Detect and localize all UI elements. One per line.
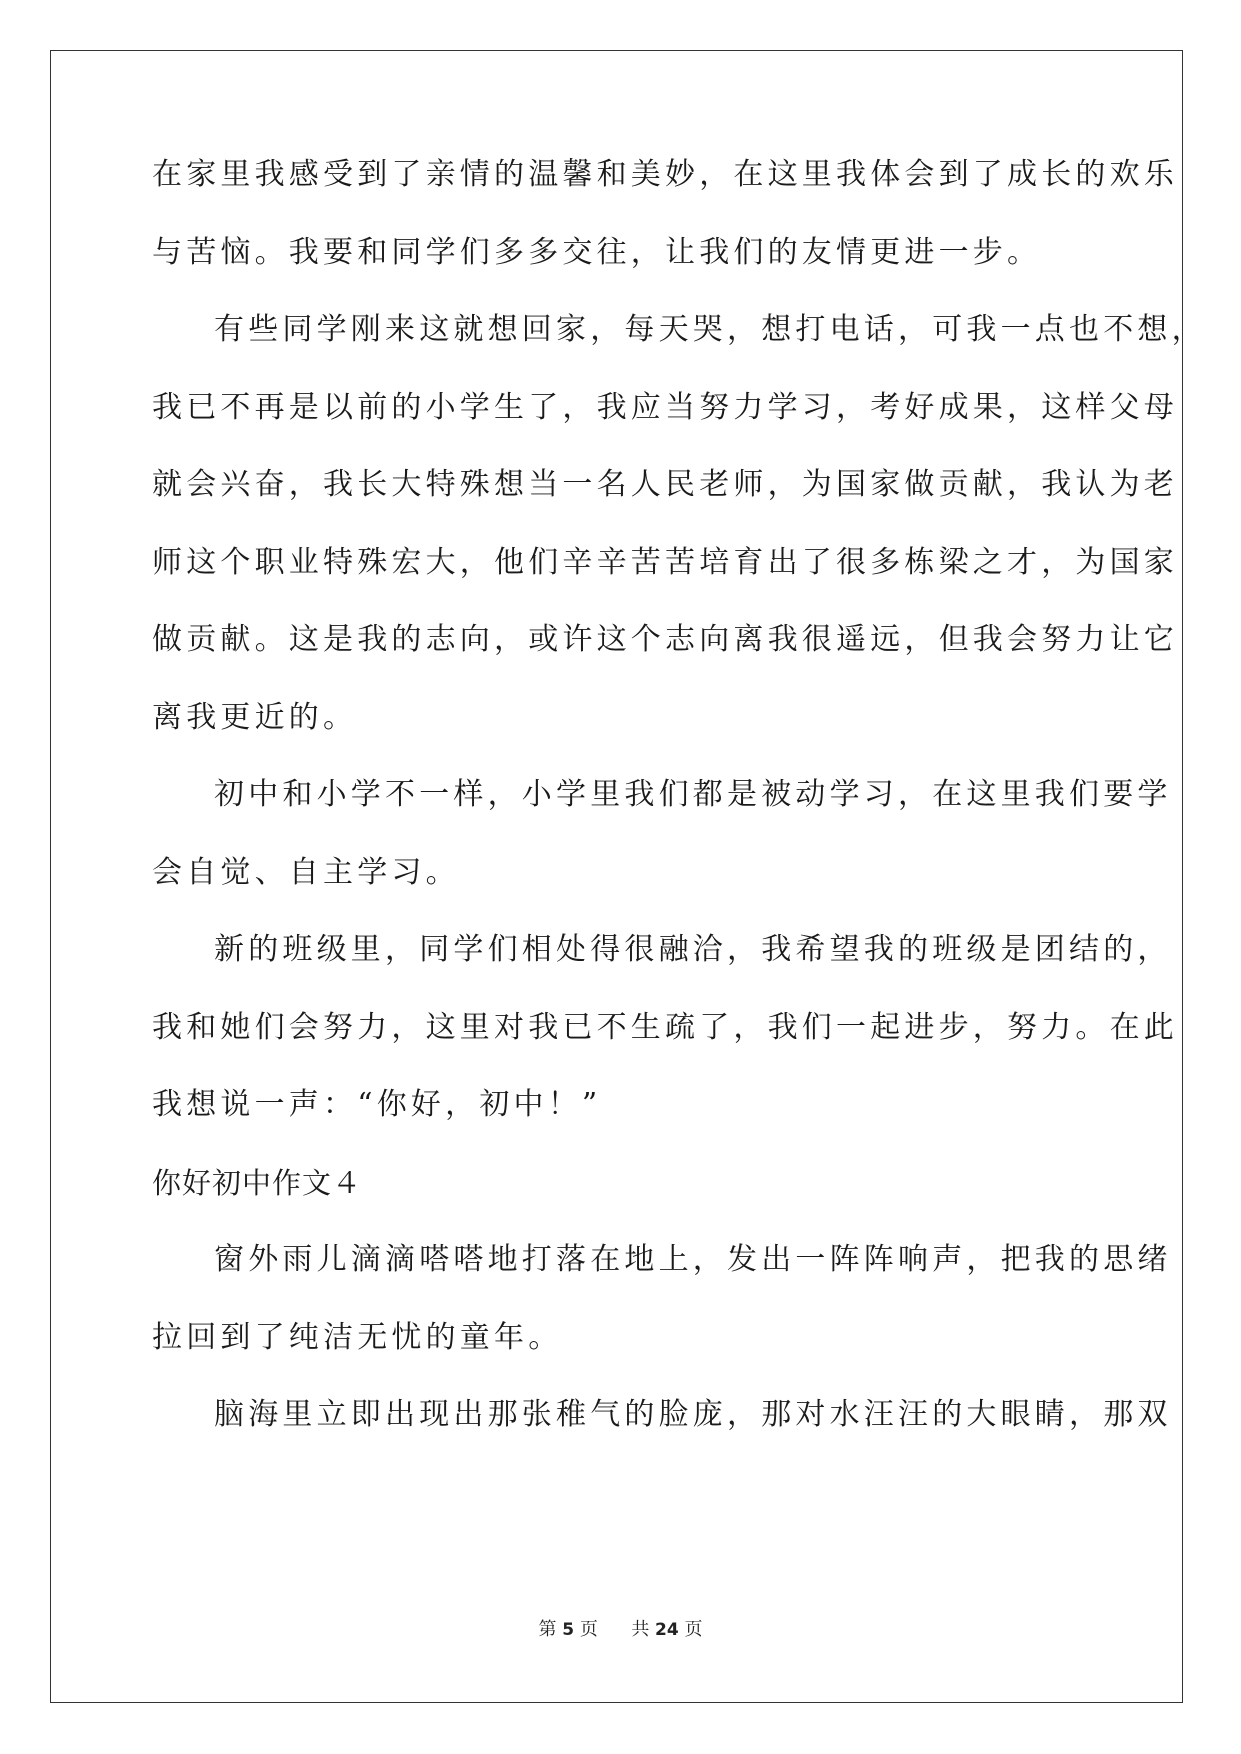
page-suffix: 页 xyxy=(579,1619,598,1640)
paragraph-start: 脑海里立即出现出那张稚气的脸庞，那对水汪汪的大眼睛，那双 xyxy=(214,1397,1172,1432)
text-line: 拉回到了纯洁无忧的童年。 xyxy=(152,1319,563,1355)
text-line: 就会兴奋，我长大特殊想当一名人民老师，为国家做贡献，我认为老 xyxy=(152,467,1178,502)
text-line: 师这个职业特殊宏大，他们辛辛苦苦培育出了很多栋梁之才，为国家 xyxy=(152,544,1178,580)
document-body xyxy=(152,157,1206,1478)
total-prefix: 共 xyxy=(631,1619,650,1640)
total-pages: 24 xyxy=(655,1620,679,1640)
text-line: 在家里我感受到了亲情的温馨和美妙，在这里我体会到了成长的欢乐 xyxy=(152,157,1178,192)
text-line: 做贡献。这是我的志向，或许这个志向离我很遥远，但我会努力让它 xyxy=(152,622,1178,657)
page-footer xyxy=(0,1620,1241,1640)
section-heading: 你好初中作文４ xyxy=(152,1165,363,1200)
paragraph-start: 初中和小学不一样，小学里我们都是被动学习，在这里我们要学 xyxy=(214,777,1172,812)
text-line: 会自觉、自主学习。 xyxy=(152,854,460,890)
total-suffix: 页 xyxy=(684,1619,703,1640)
text-line: 我已不再是以前的小学生了，我应当努力学习，考好成果，这样父母 xyxy=(152,389,1178,425)
text-line: 我和她们会努力，这里对我已不生疏了，我们一起进步，努力。在此 xyxy=(152,1009,1178,1045)
text-line: 与苦恼。我要和同学们多多交往，让我们的友情更进一步。 xyxy=(152,234,1042,270)
text-line: 我想说一声：“你好，初中！” xyxy=(152,1087,602,1122)
text-line: 离我更近的。 xyxy=(152,699,358,735)
paragraph-start: 窗外雨儿滴滴嗒嗒地打落在地上，发出一阵阵响声，把我的思绪 xyxy=(214,1242,1172,1277)
paragraph-start: 新的班级里，同学们相处得很融洽，我希望我的班级是团结的， xyxy=(214,932,1172,967)
page-prefix: 第 xyxy=(538,1619,557,1640)
page-number: 5 xyxy=(562,1620,575,1640)
paragraph-start: 有些同学刚来这就想回家，每天哭，想打电话，可我一点也不想， xyxy=(214,312,1206,347)
